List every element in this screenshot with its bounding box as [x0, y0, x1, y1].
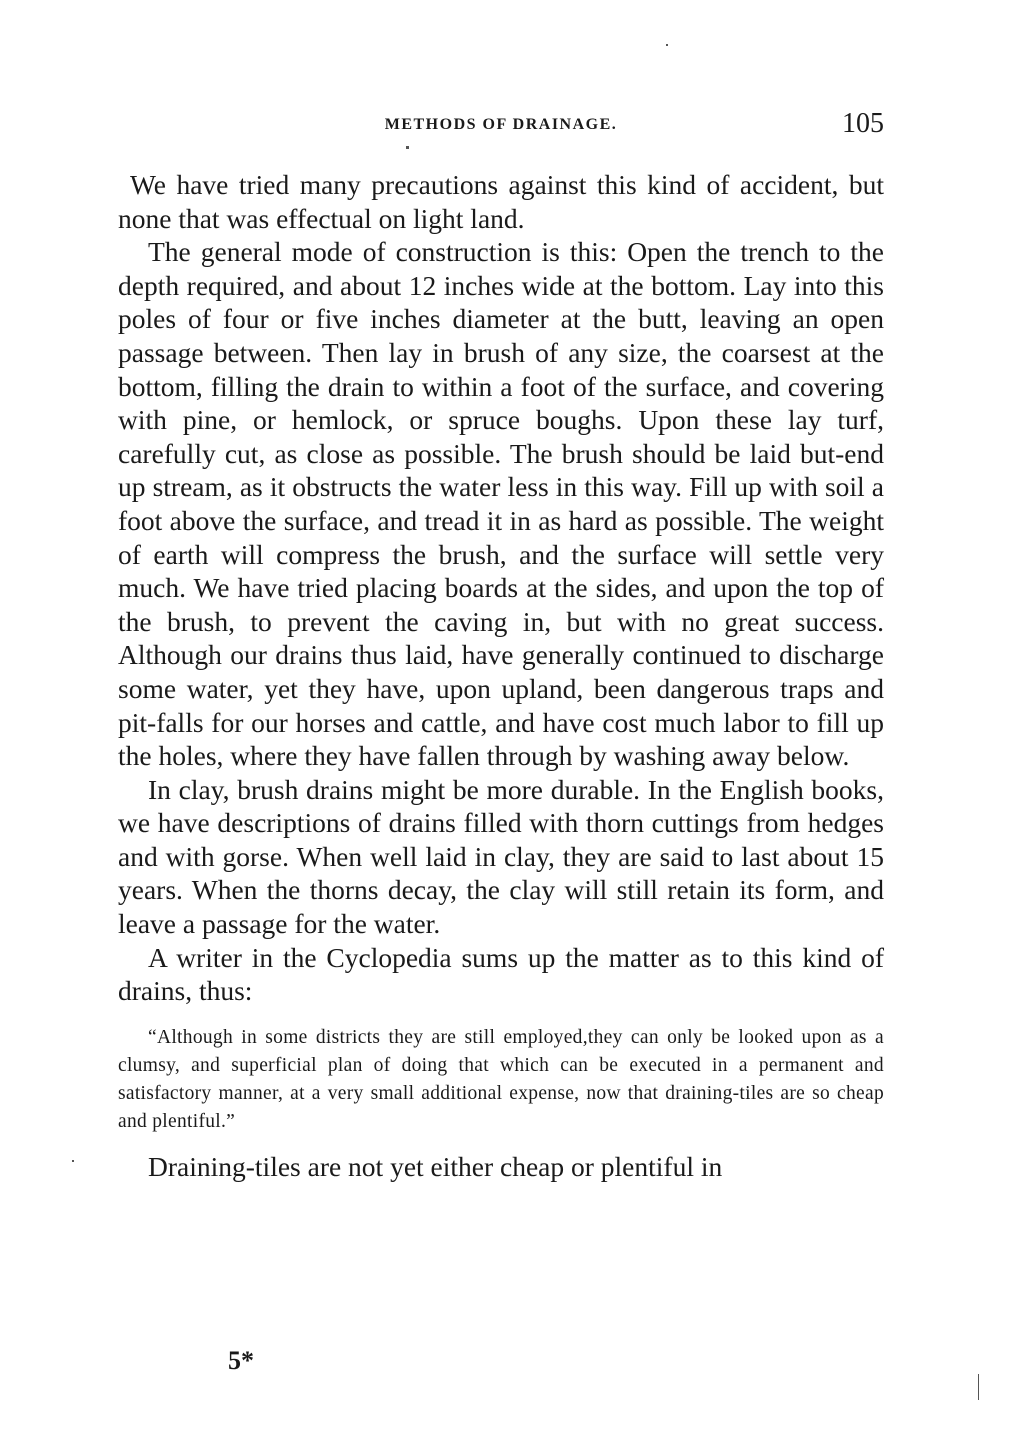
page-header [118, 110, 884, 144]
scan-speck [406, 146, 409, 149]
scan-speck [72, 1160, 74, 1162]
paragraph: Draining-tiles are not yet either cheap or plentiful in [148, 1150, 723, 1182]
signature-mark: 5* [228, 1346, 254, 1375]
paragraph: The general mode of construction is this: Open the trench to the depth required, and about 12 inches wide at the bottom. Lay into this poles of four or five inches diameter at the butt, leaving an open passage between. Then lay in brush of any size, the coarsest at the bottom, filling the drain to within a foot of the surface, and covering with pine, or hemlock, or spruce boughs. Upon these lay turf, carefully cut, as close as possible. The brush should be laid but-end up stream, as it obstructs the water less in this way. Fill up with soil a foot above the surface, and tread it in as hard as possible. The weight of earth will compress the brush, and the surface will settle very much. We have tried placing boards at the sides, and upon the top of the brush, to prevent the caving in, but with no great success. Although our drains thus laid, have generally continued to discharge some water, yet they have, upon upland, been dangerous traps and pit-falls for our horses and cattle, and have cost much labor to fill up the holes, where they have fallen through by washing away below. [118, 236, 884, 772]
paragraph: We have tried many precautions against this kind of accident, but none that was effectual on light land. [118, 169, 884, 234]
page-number: 105 [842, 108, 884, 139]
scan-speck [978, 1374, 979, 1400]
running-head: METHODS OF DRAINAGE. [384, 116, 618, 133]
block-quote: “Although in some districts they are still employed,they can only be looked upon as a clumsy, and superficial plan of doing that which can be executed in a permanent and satisfactory manner, at a very small additional expense, now that draining-tiles are so cheap and plentiful.” [118, 1026, 884, 1132]
paragraph: A writer in the Cyclopedia sums up the matter as to this kind of drains, thus: [118, 941, 884, 1007]
paragraph: In clay, brush drains might be more durable. In the English books, we have descriptions of drains filled with thorn cuttings from hedges and with gorse. When well laid in clay, they are said to last about 15 years. When the thorns decay, the clay will still retain its form, and leave a passage for the water. [118, 773, 884, 940]
scan-speck [666, 44, 668, 46]
body-text [118, 168, 884, 1183]
